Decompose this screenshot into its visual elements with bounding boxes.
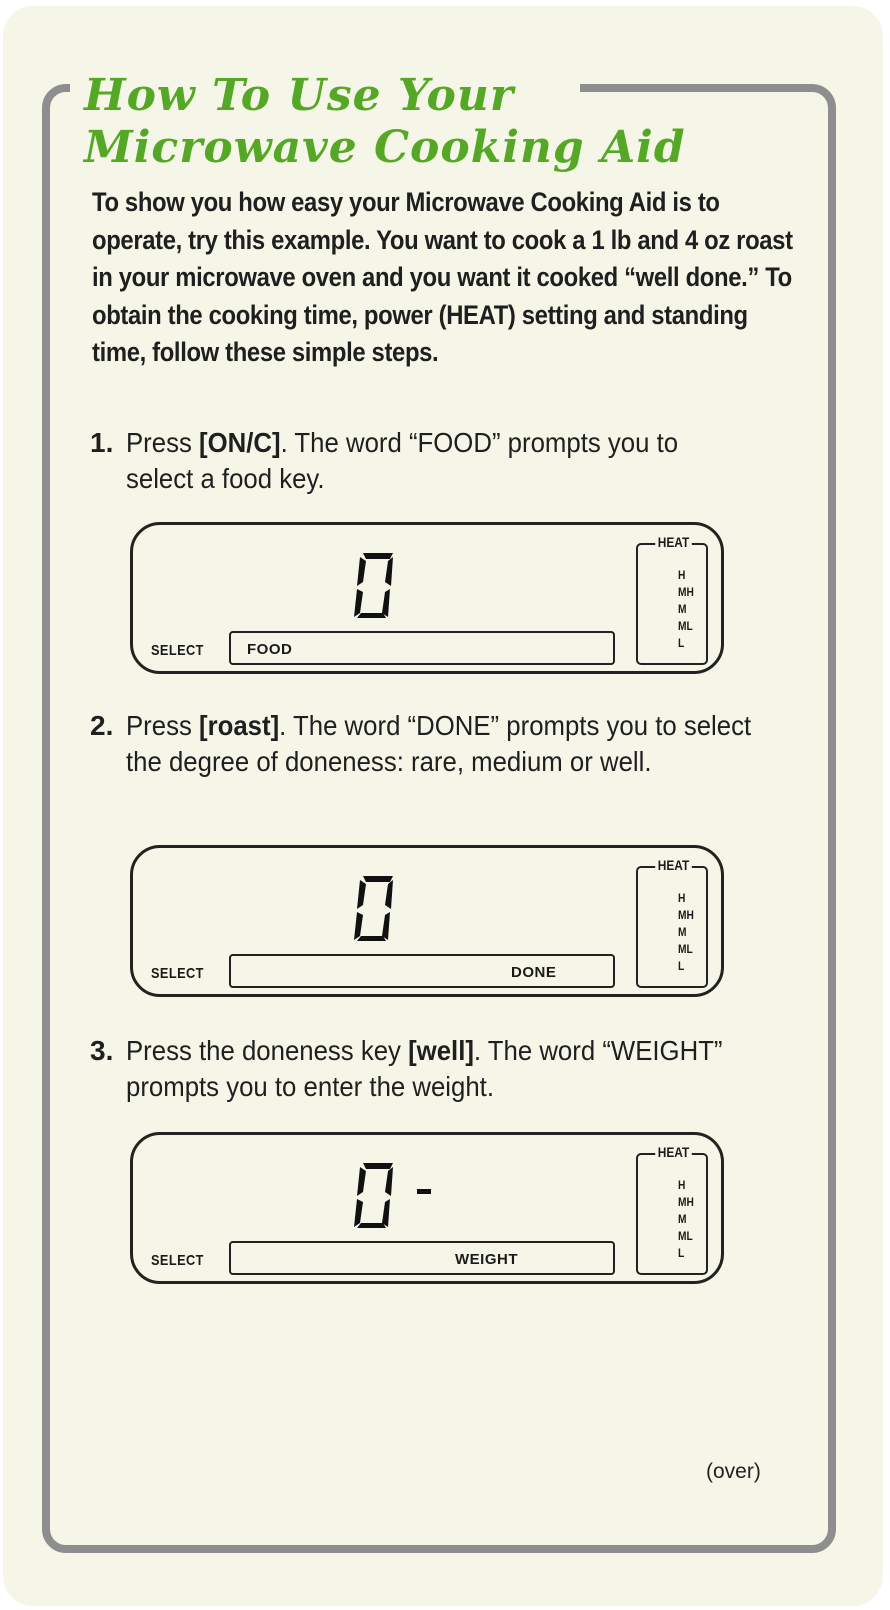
heat-level-m: M — [678, 925, 687, 939]
title-line-1: How To Use Your — [84, 70, 515, 121]
step-number: 3. — [90, 1035, 114, 1066]
heat-title: HEAT — [655, 534, 692, 550]
heat-level-ml: ML — [678, 1229, 693, 1243]
heat-level-mh: MH — [678, 1195, 694, 1209]
heat-level-l: L — [678, 959, 685, 973]
heat-title: HEAT — [655, 857, 692, 873]
heat-level-m: M — [678, 1212, 687, 1226]
lcd-display-3 — [130, 1132, 724, 1284]
lcd-display-1 — [130, 522, 724, 674]
select-label: SELECT — [151, 1252, 204, 1269]
prompt-text: WEIGHT — [455, 1251, 518, 1268]
prompt-bar — [229, 954, 615, 988]
prompt-text: DONE — [511, 964, 557, 981]
heat-level-h: H — [678, 568, 686, 582]
prompt-bar — [229, 631, 615, 665]
heat-indicator — [636, 534, 708, 665]
key-label: [roast] — [199, 710, 280, 741]
select-label: SELECT — [151, 965, 204, 982]
heat-indicator — [636, 857, 708, 988]
step-text: Press [roast]. The word “DONE” prompts you to select the degree of doneness: rare, medium or well. — [126, 710, 752, 777]
heat-level-h: H — [678, 891, 686, 905]
seven-segment-digit — [351, 551, 395, 621]
heat-level-l: L — [678, 1246, 685, 1260]
intro-paragraph: To show you how easy your Microwave Cooking Aid is to operate, try this example. You want to cook a 1 lb and 4 oz roast in your microwave oven and you want it cooked “well done.” To obtain the cooking time, power (HEAT) setting and standing time, follow these simple steps. — [92, 187, 793, 367]
heat-title: HEAT — [655, 1144, 692, 1160]
dash-segment — [417, 1189, 431, 1194]
lcd-display-2 — [130, 845, 724, 997]
heat-level-mh: MH — [678, 908, 694, 922]
step-text: Press [ON/C]. The word “FOOD” prompts you to select a food key. — [126, 427, 679, 494]
heat-level-ml: ML — [678, 942, 693, 956]
step-number: 2. — [90, 710, 114, 741]
heat-levels — [678, 890, 694, 975]
page-title — [84, 70, 686, 174]
heat-levels — [678, 567, 694, 652]
heat-level-m: M — [678, 602, 687, 616]
seven-segment-digit — [351, 1161, 395, 1231]
seven-segment-digit — [351, 874, 395, 944]
step-number: 1. — [90, 427, 114, 458]
key-label: [ON/C] — [199, 427, 281, 458]
heat-levels — [678, 1177, 694, 1262]
over-note: (over) — [706, 1460, 761, 1483]
prompt-text: FOOD — [247, 641, 293, 658]
prompt-bar — [229, 1241, 615, 1275]
step-text: Press the doneness key [well]. The word “WEIGHT” prompts you to enter the weight. — [126, 1035, 723, 1102]
select-label: SELECT — [151, 642, 204, 659]
key-label: [well] — [408, 1035, 474, 1066]
heat-level-mh: MH — [678, 585, 694, 599]
heat-indicator — [636, 1144, 708, 1275]
heat-level-l: L — [678, 636, 685, 650]
title-line-2: Microwave Cooking Aid — [84, 122, 686, 173]
heat-level-h: H — [678, 1178, 686, 1192]
heat-level-ml: ML — [678, 619, 693, 633]
